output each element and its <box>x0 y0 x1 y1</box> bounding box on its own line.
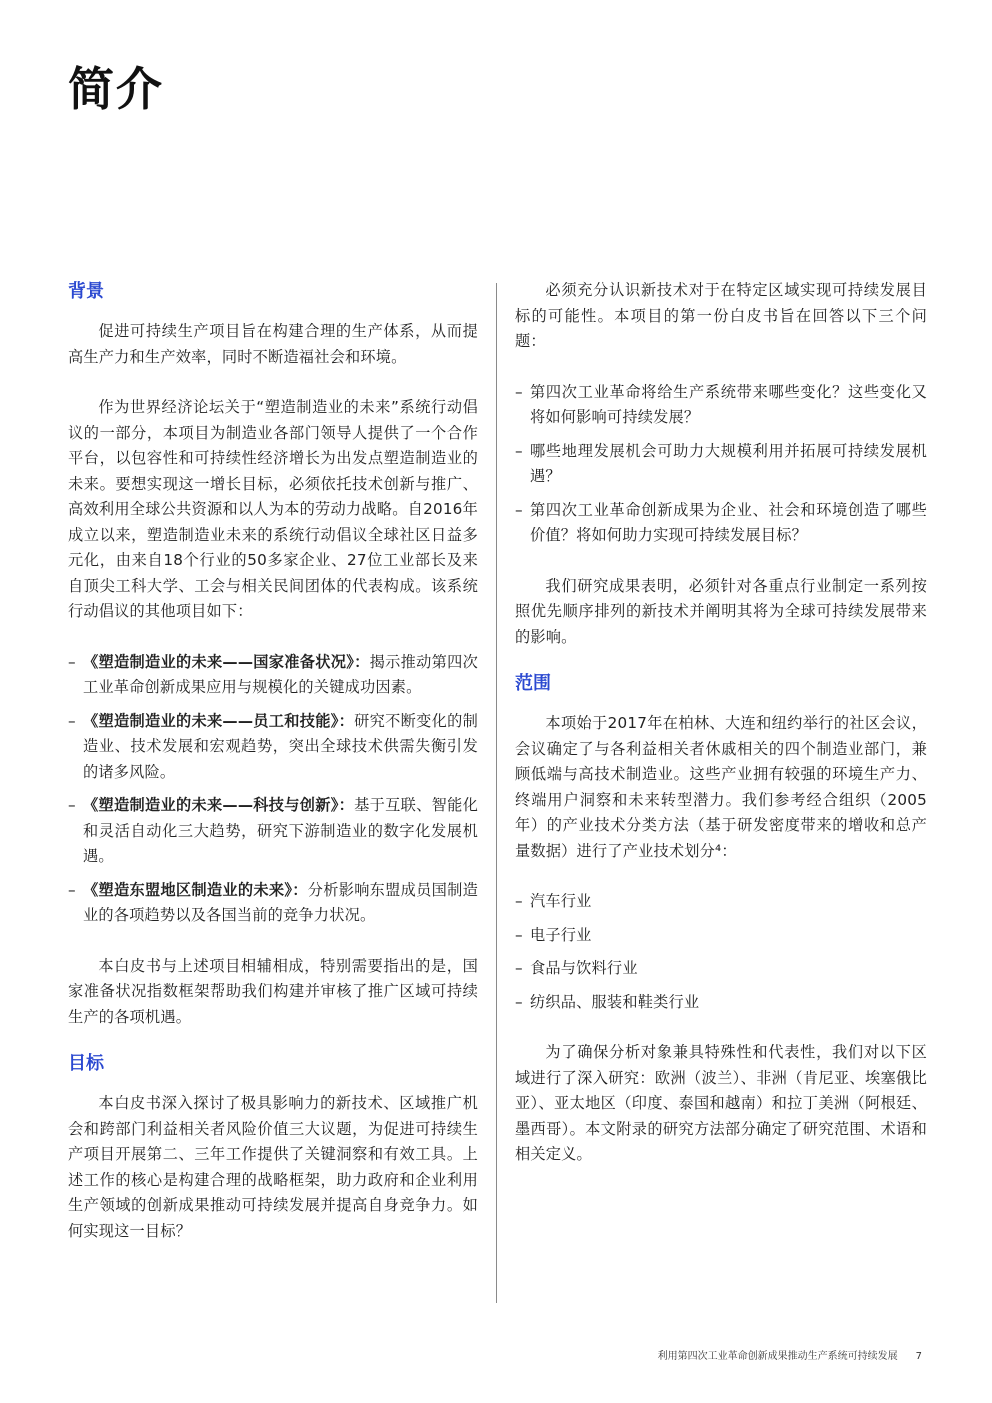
page-footer <box>560 1350 922 1364</box>
project-title: 《塑造制造业的未来——员工和技能》： <box>83 711 355 730</box>
project-description: 分析影响东盟成员国制造业的各项趋势以及各国当前的竞争力状况。 <box>83 880 479 924</box>
list-item: – 《塑造制造业的未来——科技与创新》：基于互联、智能化和灵活自动化三大趋势，研究下游制造业的数字化发展机遇。 <box>68 796 479 865</box>
industry-list <box>515 889 927 1015</box>
list-item: – 第四次工业革命将给生产系统带来哪些变化？这些变化又将如何影响可持续发展？ <box>515 382 927 426</box>
background-paragraph-2: 作为世界经济论坛关于“塑造制造业的未来”系统行动倡议的一部分，本项目为制造业各部门领导人提供了一个合作平台，以包容性和可持续性经济增长为出发点塑造制造业的未来。要想实现这一增长目标，必须依托技术创新与推广、高效利用全球公共资源和以人为本的劳动力战略。自2016年成立以来，塑造制造业未来的系统行动倡议全球社区日益多元化，由来自18个行业的50多家企业、27位工业部长及来自顶尖工科大学、工会与相关民间团体的代表构成。该系统行动倡议的其他项目如下： <box>68 398 478 620</box>
background-paragraph-1: 促进可持续生产项目旨在构建合理的生产体系，从而提高生产力和生产效率，同时不断造福社会和环境。 <box>68 322 478 366</box>
section-heading-background: 背景 <box>68 281 104 302</box>
left-column <box>68 278 478 1244</box>
page-title: 简介 <box>68 62 164 116</box>
list-item: – 纺织品、服装和鞋类行业 <box>515 992 700 1011</box>
project-description: 研究不断变化的制造业、技术发展和宏观趋势，突出全球技术供需失衡引发的诸多风险。 <box>83 711 479 781</box>
project-title: 《塑造制造业的未来——科技与创新》： <box>83 796 355 814</box>
goal-paragraph: 本白皮书深入探讨了极具影响力的新技术、区域推广机会和跨部门利益相关者风险价值三大议题，为促进可持续生产项目开展第二、三年工作提供了关键洞察和有效工具。上述工作的核心是构建合理的战略框架，助力政府和企业利用生产领域的创新成果推动可持续发展并提高自身竞争力。如何实现这一目标？ <box>68 1094 478 1240</box>
findings-paragraph: 我们研究成果表明，必须针对各重点行业制定一系列按照优先顺序排列的新技术并阐明其将为全球可持续发展带来的影响。 <box>515 576 927 646</box>
question-list <box>515 380 927 549</box>
background-paragraph-3: 本白皮书与上述项目相辅相成，特别需要指出的是，国家准备状况指数框架帮助我们构建并审核了推广区域可持续生产的各项机遇。 <box>68 956 478 1026</box>
industry-text: 纺织品、服装和鞋类行业 <box>530 992 700 1011</box>
industry-text: 电子行业 <box>530 925 592 944</box>
scope-paragraph-2: 为了确保分析对象兼具特殊性和代表性，我们对以下区域进行了深入研究：欧洲（波兰）、非洲（肯尼亚、埃塞俄比亚）、亚太地区（印度、泰国和越南）和拉丁美洲（阿根廷、墨西哥）。本文附录的研究方法部分确定了研究范围、术语和相关定义。 <box>515 1043 927 1163</box>
list-item: – 哪些地理发展机会可助力大规模利用并拓展可持续发展机遇？ <box>515 441 927 485</box>
project-title: 《塑造制造业的未来——国家准备状况》： <box>83 652 370 671</box>
section-heading-scope: 范围 <box>515 673 551 694</box>
question-text: 哪些地理发展机会可助力大规模利用并拓展可持续发展机遇？ <box>530 441 927 485</box>
question-text: 第四次工业革命创新成果为企业、社会和环境创造了哪些价值？将如何助力实现可持续发展目标？ <box>530 500 927 544</box>
project-list <box>68 650 478 929</box>
scope-paragraph-1: 本项始于2017年在柏林、大连和纽约举行的社区会议，会议确定了与各利益相关者休戚相关的四个制造业部门，兼顾低端与高技术制造业。这些产业拥有较强的环境生产力、终端用户洞察和未来转型潜力。我们参考经合组织（2005年）的产业技术分类方法（基于研发密度带来的增收和总产量数据）进行了产业技术划分⁴： <box>515 714 927 860</box>
question-text: 第四次工业革命将给生产系统带来哪些变化？这些变化又将如何影响可持续发展？ <box>530 382 927 426</box>
industry-text: 汽车行业 <box>530 892 592 910</box>
project-description: 基于互联、智能化和灵活自动化三大趋势，研究下游制造业的数字化发展机遇。 <box>83 796 479 865</box>
column-divider <box>496 283 497 1303</box>
project-description: 揭示推动第四次工业革命创新成果应用与规模化的关键成功因素。 <box>83 652 478 696</box>
list-item: – 电子行业 <box>515 925 592 944</box>
goal-paragraph-2: 必须充分认识新技术对于在特定区域实现可持续发展目标的可能性。本项目的第一份白皮书旨在回答以下三个问题： <box>515 281 927 350</box>
right-column <box>515 278 927 1168</box>
section-heading-goal: 目标 <box>68 1053 104 1074</box>
list-item: – 《塑造东盟地区制造业的未来》：分析影响东盟成员国制造业的各项趋势以及各国当前的竞争力状况。 <box>68 880 479 924</box>
list-item: – 食品与饮料行业 <box>515 959 638 977</box>
footer-title: 利用第四次工业革命创新成果推动生产系统可持续发展 <box>657 1351 898 1362</box>
list-item: – 第四次工业革命创新成果为企业、社会和环境创造了哪些价值？将如何助力实现可持续发展目标？ <box>515 500 927 544</box>
list-item: – 《塑造制造业的未来——国家准备状况》：揭示推动第四次工业革命创新成果应用与规模化的关键成功因素。 <box>68 652 478 696</box>
list-item: – 汽车行业 <box>515 892 592 910</box>
project-title: 《塑造东盟地区制造业的未来》： <box>83 880 308 899</box>
industry-text: 食品与饮料行业 <box>530 959 638 977</box>
list-item: – 《塑造制造业的未来——员工和技能》：研究不断变化的制造业、技术发展和宏观趋势，突出全球技术供需失衡引发的诸多风险。 <box>68 711 479 781</box>
page-number: 7 <box>915 1351 922 1362</box>
